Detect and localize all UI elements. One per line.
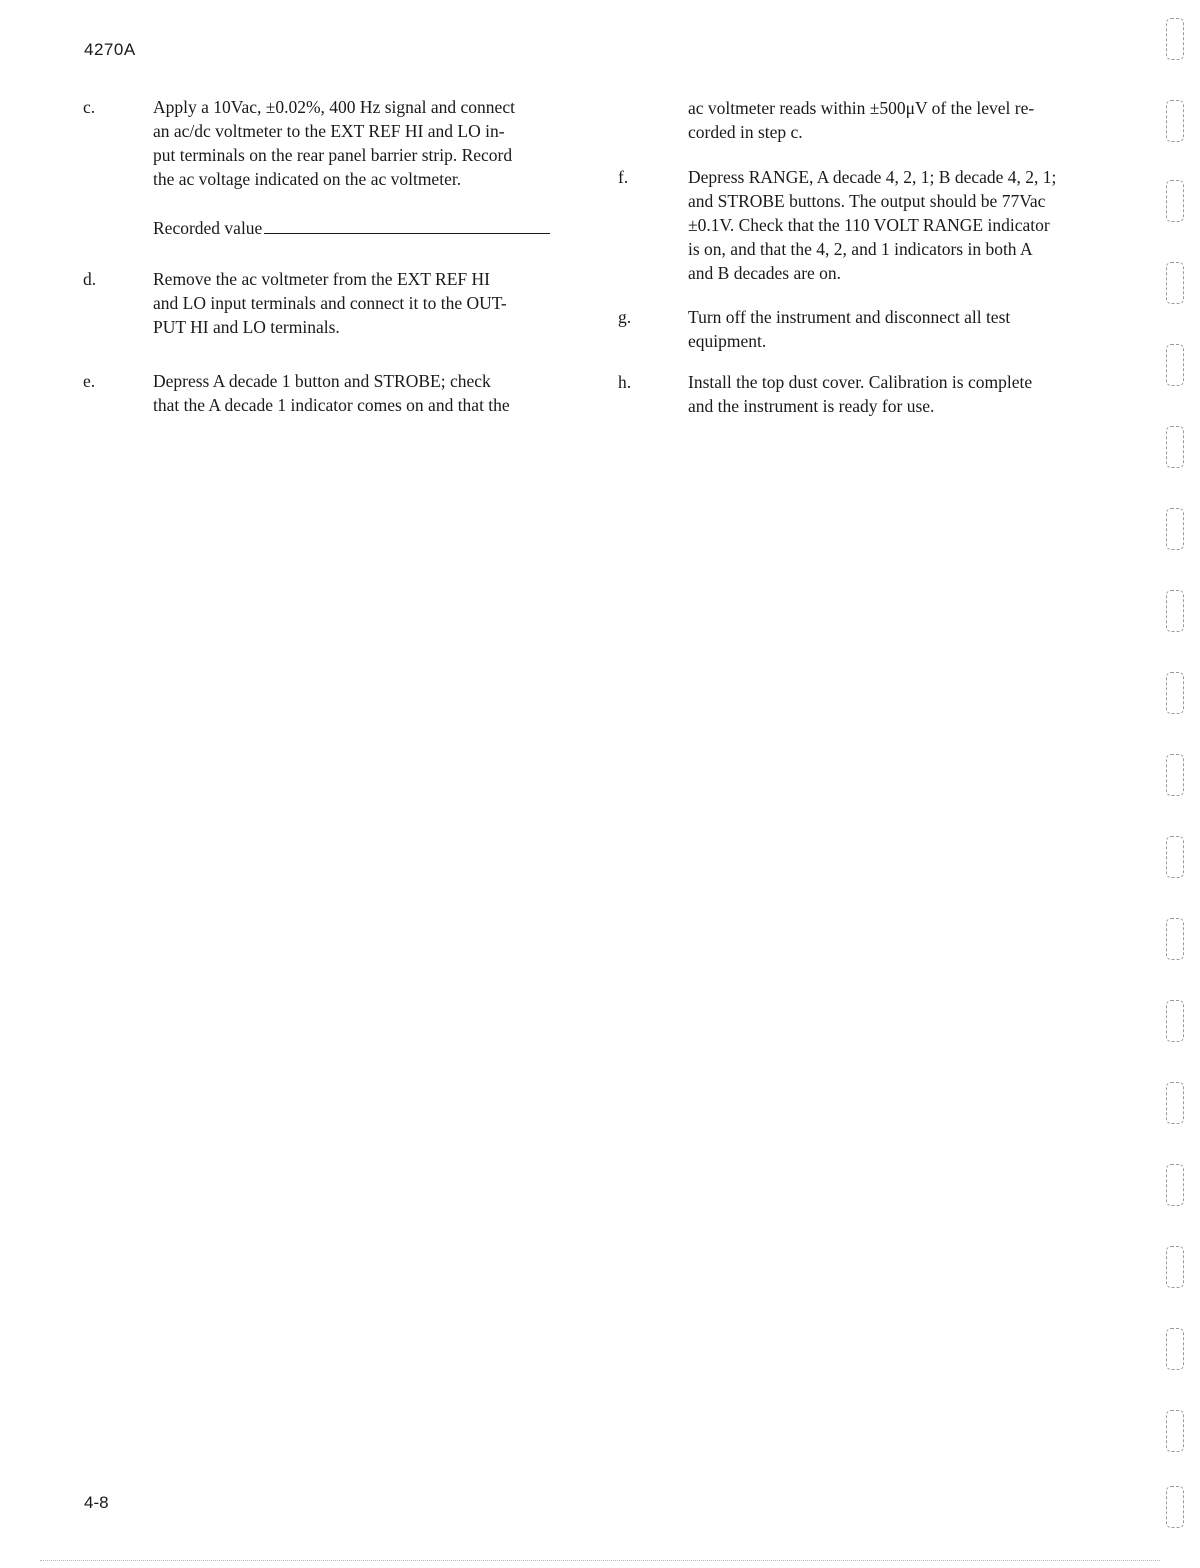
binding-hole xyxy=(1166,672,1184,714)
step-line: Depress RANGE, A decade 4, 2, 1; B decade 4, 2, 1; xyxy=(688,167,1057,187)
step-line: corded in step c. xyxy=(688,122,803,142)
step-text xyxy=(688,370,1128,418)
step-line: that the A decade 1 indicator comes on and that the xyxy=(153,395,510,415)
binding-hole xyxy=(1166,508,1184,550)
step-line: and the instrument is ready for use. xyxy=(688,396,935,416)
binding-hole xyxy=(1166,344,1184,386)
binding-hole xyxy=(1166,180,1184,222)
step-line: the ac voltage indicated on the ac voltmeter. xyxy=(153,169,462,189)
binding-hole xyxy=(1166,754,1184,796)
step-line: Install the top dust cover. Calibration is complete xyxy=(688,372,1033,392)
step-line: Remove the ac voltmeter from the EXT REF HI xyxy=(153,269,490,289)
step-letter: g. xyxy=(618,307,632,327)
binding-hole xyxy=(1166,918,1184,960)
step-text xyxy=(688,96,1128,144)
step-line: an ac/dc voltmeter to the EXT REF HI and LO in- xyxy=(153,121,505,141)
recorded-value-field xyxy=(153,216,550,240)
document-id: 4270A xyxy=(84,40,136,59)
page-edge-line xyxy=(40,1560,1160,1561)
binding-hole xyxy=(1166,1410,1184,1452)
step-text xyxy=(688,305,1128,353)
binding-hole xyxy=(1166,1246,1184,1288)
step-line: Turn off the instrument and disconnect all test xyxy=(688,307,1011,327)
step-line: Apply a 10Vac, ±0.02%, 400 Hz signal and connect xyxy=(153,97,515,117)
binding-hole xyxy=(1166,836,1184,878)
step-line: ±0.1V. Check that the 110 VOLT RANGE indicator xyxy=(688,215,1050,235)
step-line: Depress A decade 1 button and STROBE; check xyxy=(153,371,491,391)
step-letter: c. xyxy=(83,97,96,117)
binding-hole xyxy=(1166,590,1184,632)
recorded-value-blank-line xyxy=(264,233,550,234)
binding-hole xyxy=(1166,1164,1184,1206)
binding-hole xyxy=(1166,1328,1184,1370)
step-line: PUT HI and LO terminals. xyxy=(153,317,340,337)
step-text xyxy=(153,95,583,191)
binding-hole xyxy=(1166,18,1184,60)
step-letter: e. xyxy=(83,371,96,391)
step-text xyxy=(153,267,583,339)
binding-holes xyxy=(1160,0,1194,1568)
binding-hole xyxy=(1166,1000,1184,1042)
step-line: ac voltmeter reads within ±500μV of the level re- xyxy=(688,98,1035,118)
binding-hole xyxy=(1166,1082,1184,1124)
binding-hole xyxy=(1166,262,1184,304)
step-line: and STROBE buttons. The output should be 77Vac xyxy=(688,191,1046,211)
binding-hole xyxy=(1166,426,1184,468)
page-number: 4-8 xyxy=(84,1493,109,1512)
step-letter: h. xyxy=(618,372,632,392)
step-line: and LO input terminals and connect it to the OUT- xyxy=(153,293,507,313)
step-line: and B decades are on. xyxy=(688,263,842,283)
step-letter: f. xyxy=(618,167,629,187)
step-letter: d. xyxy=(83,269,97,289)
step-line: equipment. xyxy=(688,331,767,351)
step-text xyxy=(688,165,1128,285)
recorded-value-label: Recorded value xyxy=(153,218,263,238)
binding-hole xyxy=(1166,100,1184,142)
step-line: put terminals on the rear panel barrier strip. Record xyxy=(153,145,513,165)
step-text xyxy=(153,369,583,417)
step-line: is on, and that the 4, 2, and 1 indicators in both A xyxy=(688,239,1033,259)
binding-hole xyxy=(1166,1486,1184,1528)
